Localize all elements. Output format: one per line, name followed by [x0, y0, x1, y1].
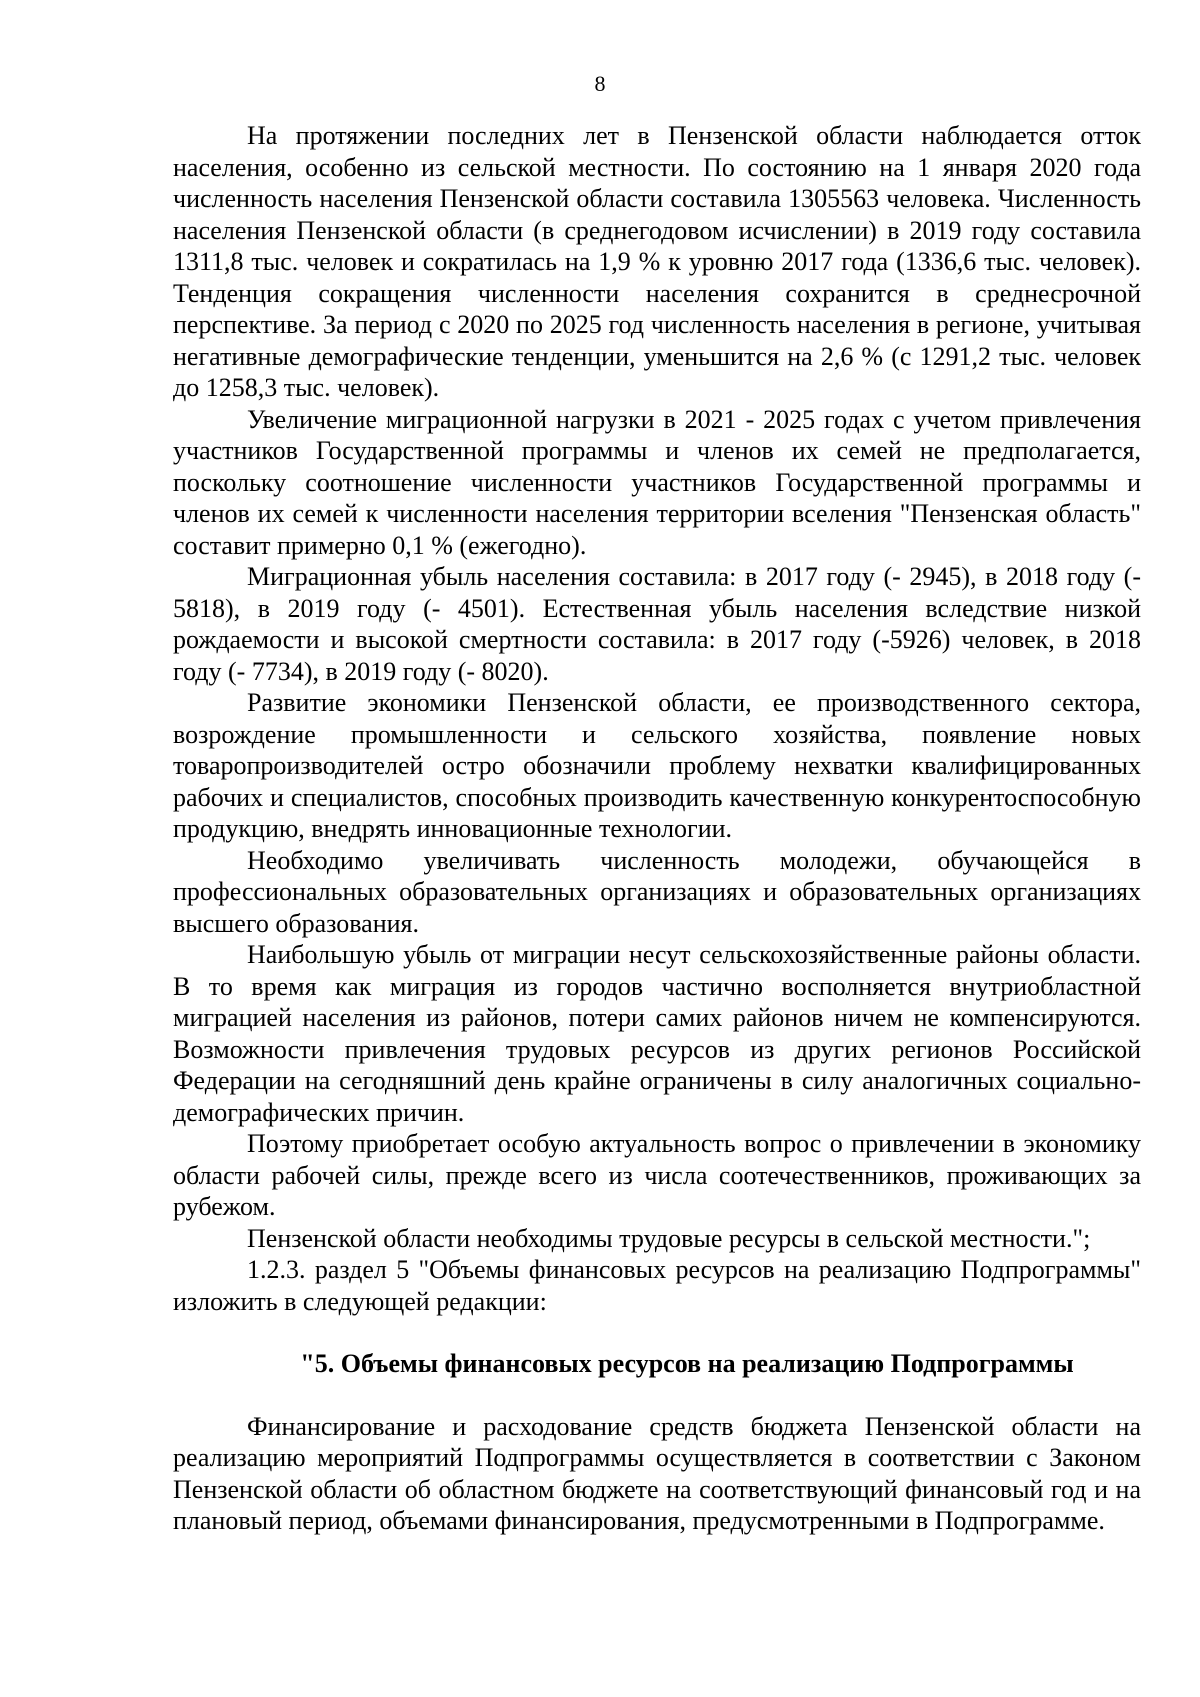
paragraph-economy-development: Развитие экономики Пензенской области, ее производственного сектора, возрождение промышленности и сельского хозяйства, появление новых товаропроизводителей остро обозначили проблему нехватки квалифицированных рабочих и специалистов, способных производить качественную конкурентоспособную продукцию, внедрять инновационные технологии. [173, 688, 1141, 843]
section-heading: "5. Объемы финансовых ресурсов на реализацию Подпрограммы [300, 1349, 1074, 1378]
paragraph-financing: Финансирование и расходование средств бюджета Пензенской области на реализацию мероприятий Подпрограммы осуществляется в соответствии с Законом Пензенской области об областном бюджете на соответствующий финансовый год и на плановый период, объемами финансирования, предусмотренными в Подпрограмме. [173, 1411, 1141, 1535]
paragraph-amendment-1-2-3: 1.2.3. раздел 5 "Объемы финансовых ресурсов на реализацию Подпрограммы" изложить в следующей редакции: [173, 1255, 1141, 1316]
paragraph-youth: Необходимо увеличивать численность молодежи, обучающейся в профессиональных образовательных организациях и образовательных организациях высшего образования. [173, 845, 1141, 938]
paragraph-compatriots: Поэтому приобретает особую актуальность вопрос о привлечении в экономику области рабочей силы, прежде всего из числа соотечественников, проживающих за рубежом. [173, 1129, 1141, 1221]
paragraph-rural-districts: Наибольшую убыль от миграции несут сельскохозяйственные районы области. В то время как миграция из городов частично восполняется внутриобластной миграцией населения из районов, потери самих районов ничем не компенсируются. Возможности привлечения трудовых ресурсов из других регионов Российской Федерации на сегодняшний день крайне ограничены в силу аналогичных социально-демографических причин. [173, 940, 1141, 1127]
paragraph-labor-resources: Пензенской области необходимы трудовые ресурсы в сельской местности."; [247, 1223, 1091, 1253]
document-body [173, 120, 1141, 1537]
page-number: 8 [594, 71, 606, 96]
paragraph-population-decline: На протяжении последних лет в Пензенской области наблюдается отток населения, особенно из сельской местности. По состоянию на 1 января 2020 года численность населения Пензенской области составила 1305563 человека. Численность населения Пензенской области (в среднегодовом исчислении) в 2019 году составила 1311,8 тыс. человек и сократилась на 1,9 % к уровню 2017 года (1336,6 тыс. человек). Тенденция сокращения численности населения сохранится в среднесрочной перспективе. За период с 2020 по 2025 год численность населения в регионе, учитывая негативные демографические тенденции, уменьшится на 2,6 % (с 1291,2 тыс. человек до 1258,3 тыс. человек). [173, 121, 1141, 402]
paragraph-migration-loss: Миграционная убыль населения составила: в 2017 году (- 2945), в 2018 году (- 5818), в 2019 году (- 4501). Естественная убыль населения вследствие низкой рождаемости и высокой смертности составила: в 2017 году (-5926) человек, в 2018 году (- 7734), в 2019 году (- 8020). [173, 562, 1141, 686]
paragraph-migration-load: Увеличение миграционной нагрузки в 2021 - 2025 годах с учетом привлечения участников Государственной программы и членов их семей не предполагается, поскольку соотношение численности участников Государственной программы и членов их семей к численности населения территории вселения "Пензенская область" составит примерно 0,1 % (ежегодно). [173, 404, 1141, 560]
